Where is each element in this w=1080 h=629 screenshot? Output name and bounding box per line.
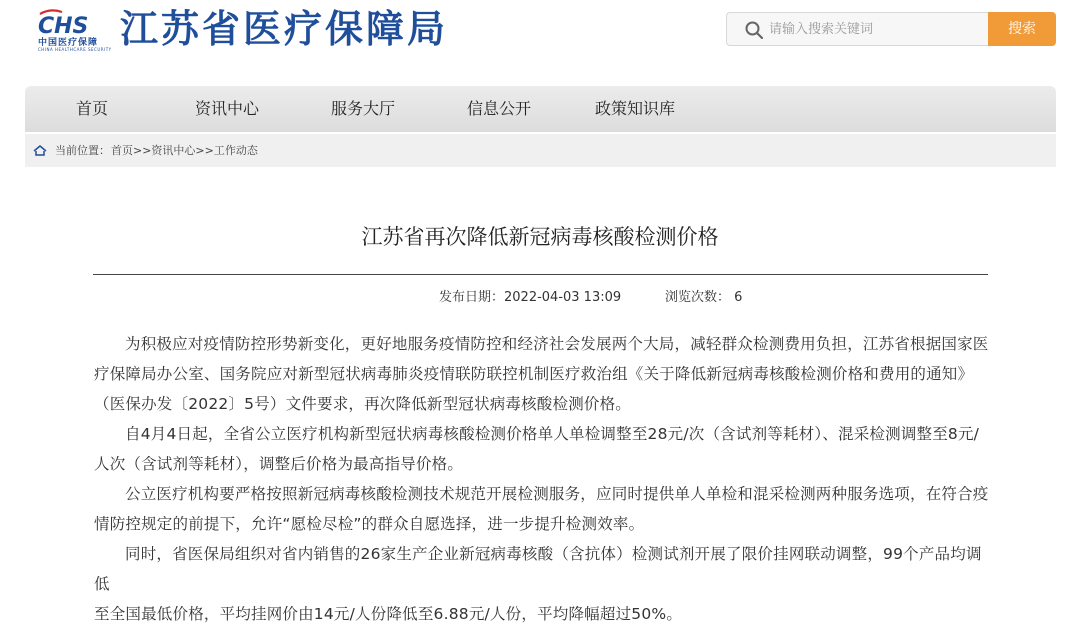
- paragraph-line: 自4月4日起，全省公立医疗机构新型冠状病毒核酸检测价格单人单检调整至28元/次（含试剂等耗材）、混采检测调整至8元/: [125, 425, 980, 443]
- nav-item-policy-library[interactable]: 政策知识库: [595, 99, 676, 118]
- search-icon: [745, 21, 763, 39]
- nav-item-service-hall[interactable]: 服务大厅: [331, 99, 396, 118]
- article-title: 江苏省再次降低新冠病毒核酸检测价格: [361, 225, 719, 249]
- logo-mark-text: CHS: [38, 14, 89, 36]
- view-count: 浏览次数： 6: [665, 290, 743, 305]
- title-divider: [93, 274, 988, 275]
- paragraph-line: （医保办发〔2022〕5号）文件要求，再次降低新型冠状病毒核酸检测价格。: [94, 395, 632, 413]
- site-logo[interactable]: [36, 8, 114, 52]
- chs-logo-icon: [36, 8, 106, 36]
- paragraph-line: 情防控规定的前提下，允许“愿检尽检”的群众自愿选择，进一步提升检测效率。: [94, 515, 645, 533]
- paragraph-line: 人次（含试剂等耗材），调整后价格为最高指导价格。: [94, 455, 464, 473]
- paragraph-line: 至全国最低价格，平均挂网价由14元/人份降低至6.88元/人份，平均降幅超过50%。: [94, 605, 683, 623]
- logo-subtitle: CHINA HEALTHCARE SECURITY: [38, 47, 112, 52]
- header: [0, 0, 1080, 86]
- nav-item-news-center[interactable]: 资讯中心: [195, 99, 260, 118]
- nav-item-home[interactable]: 首页: [76, 99, 109, 118]
- article-body: [94, 329, 994, 629]
- site-name: 江苏省医疗保障局: [120, 7, 449, 51]
- search-box: [726, 12, 988, 46]
- paragraph-line: 为积极应对疫情防控形势新变化，更好地服务疫情防控和经济社会发展两个大局，减轻群众检测费用负担，江苏省根据国家医: [125, 335, 989, 353]
- breadcrumb: [25, 134, 1056, 167]
- breadcrumb-label: 当前位置：: [55, 144, 110, 157]
- paragraph-line: 同时，省医保局组织对省内销售的26家生产企业新冠病毒核酸（含抗体）检测试剂开展了限价挂网联动调整，99个产品均调低: [94, 545, 982, 593]
- publish-date: 发布日期：2022-04-03 13:09: [439, 290, 622, 305]
- search-input[interactable]: [769, 13, 979, 45]
- search-button[interactable]: 搜索: [988, 12, 1056, 46]
- paragraph-line: 疗保障局办公室、国务院应对新型冠状病毒肺炎疫情联防联控机制医疗救治组《关于降低新冠病毒核酸检测价格和费用的通知》: [94, 365, 974, 383]
- breadcrumb-path[interactable]: 首页>>资讯中心>>工作动态: [111, 144, 258, 157]
- main-nav: [25, 86, 1056, 132]
- logo-name: 中国医疗保障: [38, 38, 99, 48]
- nav-item-info-disclosure[interactable]: 信息公开: [467, 99, 532, 118]
- paragraph-line: 公立医疗机构要严格按照新冠病毒核酸检测技术规范开展检测服务，应同时提供单人单检和混采检测两种服务选项，在符合疫: [125, 485, 989, 503]
- home-icon: [33, 145, 47, 156]
